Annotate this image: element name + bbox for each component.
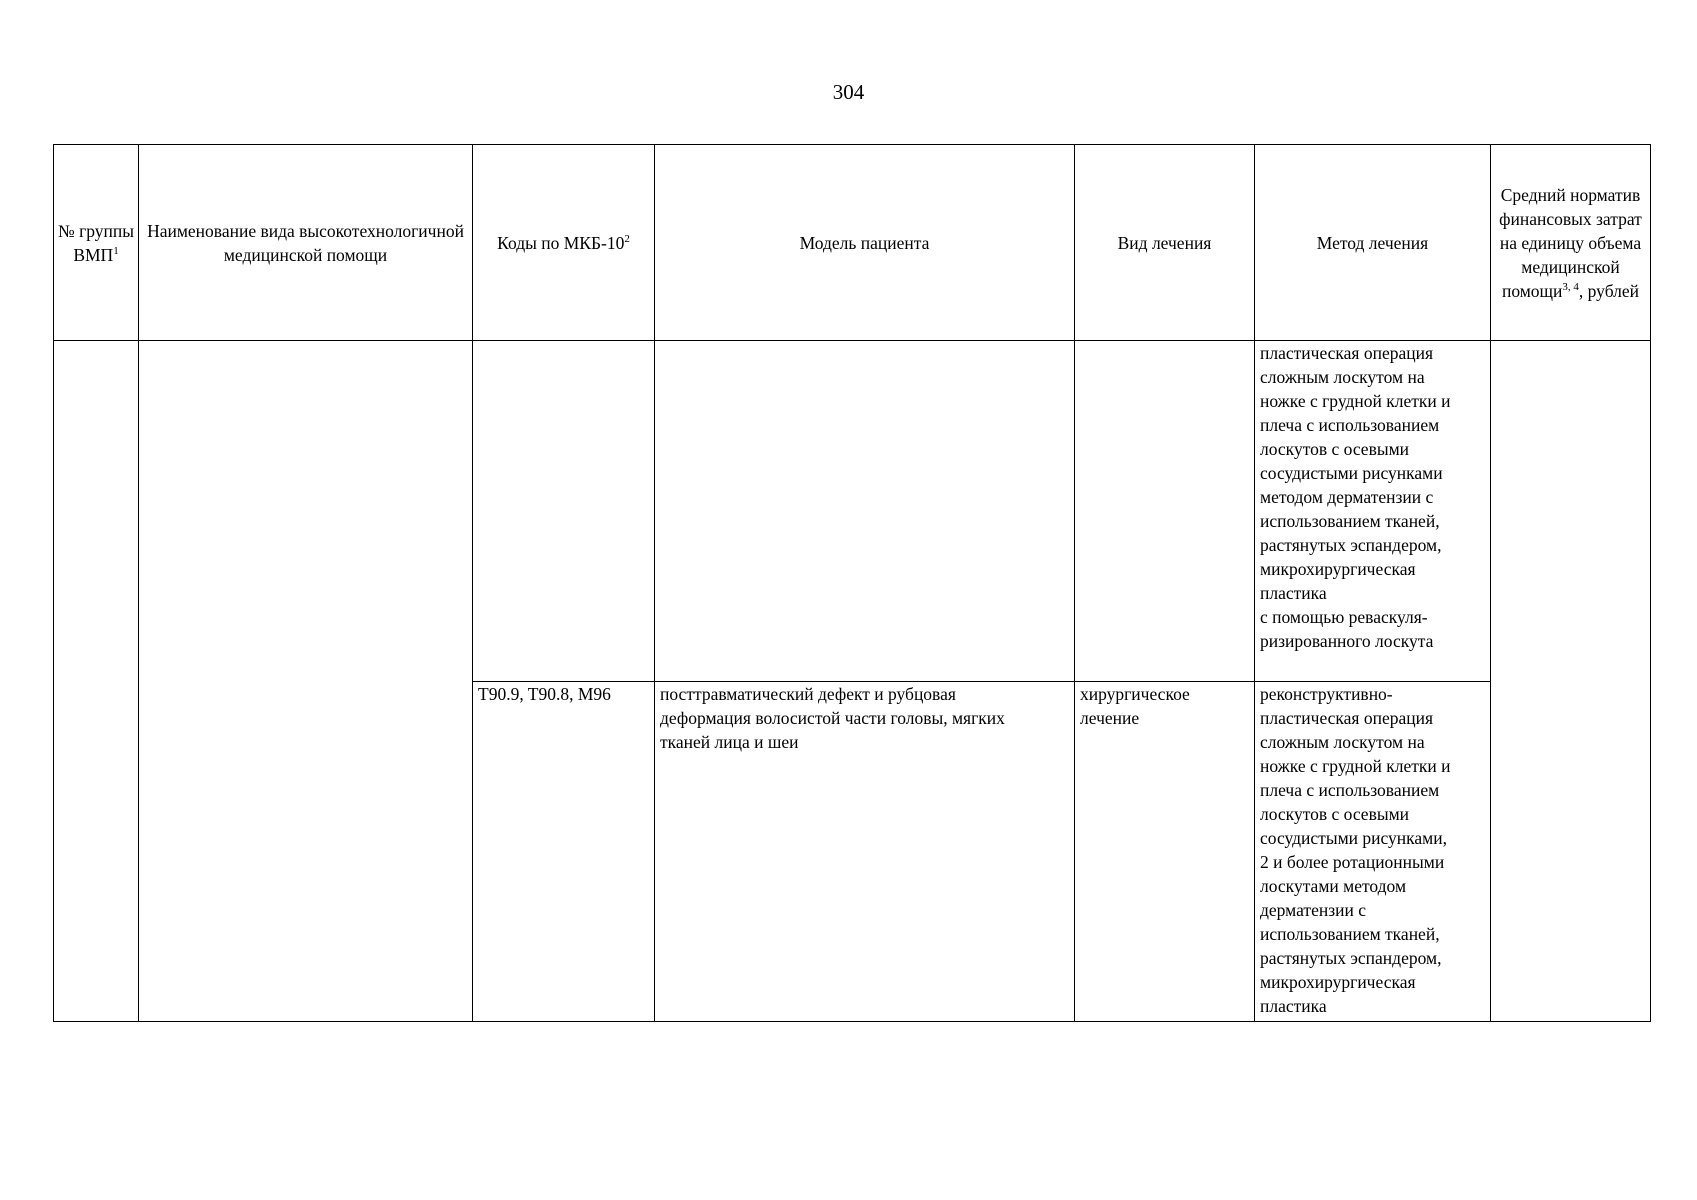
header-treatment-type: Вид лечения [1075,145,1255,341]
cell-care-name [139,341,473,1022]
cell-patient-model [655,341,1075,682]
cell-treatment-type: хирургическое лечение [1075,682,1255,1022]
cell-icd-codes [473,341,655,682]
table-row [54,341,1651,682]
cell-avg-cost [1491,341,1651,1022]
table-header-row [54,145,1651,341]
cell-patient-model: посттравматический дефект и рубцовая деформация волосистой части головы, мягких тканей лица и шеи [655,682,1075,1022]
cell-group-no [54,341,139,1022]
cell-treatment-type [1075,341,1255,682]
header-care-name: Наименование вида высокотехнологичной медицинской помощи [139,145,473,341]
header-treatment-method: Метод лечения [1255,145,1491,341]
cell-icd-codes: T90.9, T90.8, M96 [473,682,655,1022]
header-patient-model: Модель пациента [655,145,1075,341]
header-avg-cost: Средний норматив финансовых затрат на единицу объема медицинской помощи$^{3, 4}$, рублей [1491,145,1651,341]
page-number: 304 [832,80,865,104]
cell-treatment-method: реконструктивно- пластическая операция сложным лоскутом на ножке с грудной клетки и плеча с использованием лоскутов с осевыми сосудистыми рисунками, 2 и более ротационными лоскутами методом дерматензии с использованием тканей, растянутых эспандером, микрохирургическая пластика [1255,682,1491,1022]
cell-treatment-method: пластическая операция сложным лоскутом на ножке с грудной клетки и плеча с использованием лоскутов с осевыми сосудистыми рисунками методом дерматензии с использованием тканей, растянутых эспандером, микрохирургическая пластика с помощью реваскуля- ризированного лоскута [1255,341,1491,682]
vmp-table [53,144,1651,1022]
header-icd-codes: Коды по МКБ-$10^2$ [473,145,655,341]
header-group-no: № группы ВМП$^1$ [54,145,139,341]
